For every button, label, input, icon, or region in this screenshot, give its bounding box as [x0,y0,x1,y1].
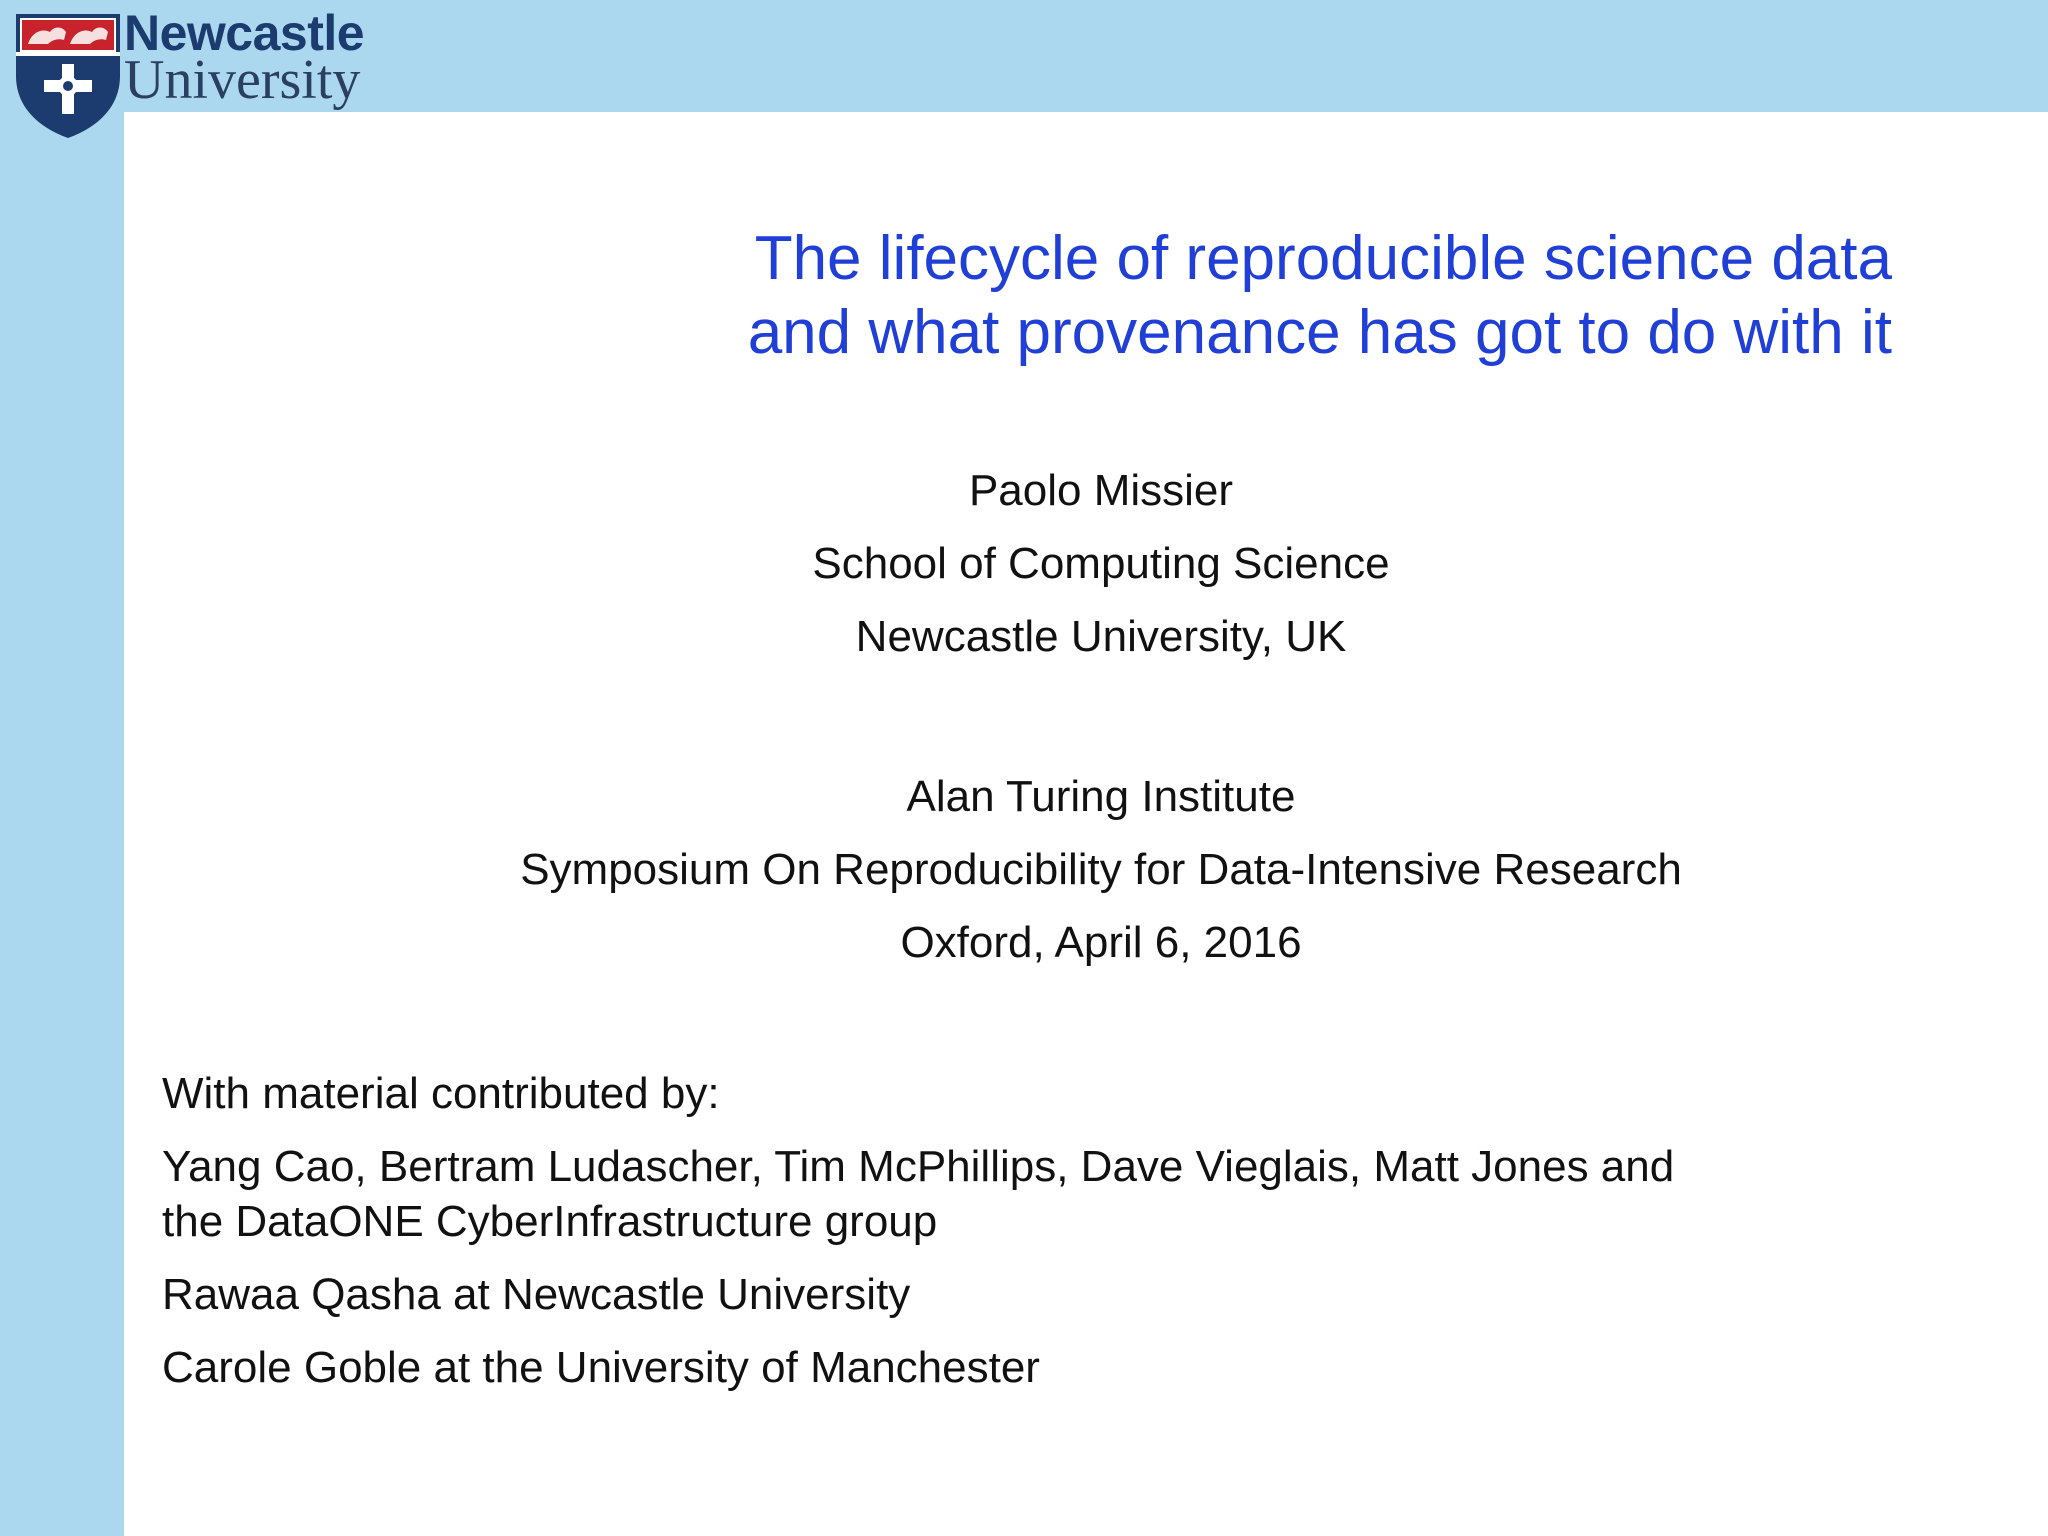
venue-block [124,760,2048,979]
contributor-item: Carole Goble at the University of Manchester [162,1343,1040,1392]
logo-word-newcastle: Newcastle [124,5,365,61]
venue-host: Alan Turing Institute [906,772,1296,821]
shield-icon [12,10,124,140]
author-block [124,454,2048,673]
slide-title [748,222,1892,370]
venue-place-date: Oxford, April 6, 2016 [900,918,1302,967]
contributor-item-line-2: the DataONE CyberInfrastructure group [162,1197,938,1246]
contributor-item: Rawaa Qasha at Newcastle University [162,1270,911,1319]
author-name: Paolo Missier [968,466,1234,515]
venue-event: Symposium On Reproducibility for Data-Intensive Research [520,845,1682,894]
contributors-block [162,1066,1674,1413]
contributors-heading: With material contributed by: [162,1069,720,1118]
author-department: School of Computing Science [812,539,1390,588]
logo-wordmark [124,5,365,111]
contributor-item-line-1: Yang Cao, Bertram Ludascher, Tim McPhillips, Dave Vieglais, Matt Jones and [162,1142,1675,1191]
university-logo [12,5,402,140]
contributor-item [162,1139,1674,1249]
title-line-2: and what provenance has got to do with it [747,298,1892,367]
title-line-1: The lifecycle of reproducible science data [754,224,1892,293]
left-band [0,0,124,1536]
author-institution: Newcastle University, UK [855,612,1347,661]
logo-word-university: University [124,49,361,111]
